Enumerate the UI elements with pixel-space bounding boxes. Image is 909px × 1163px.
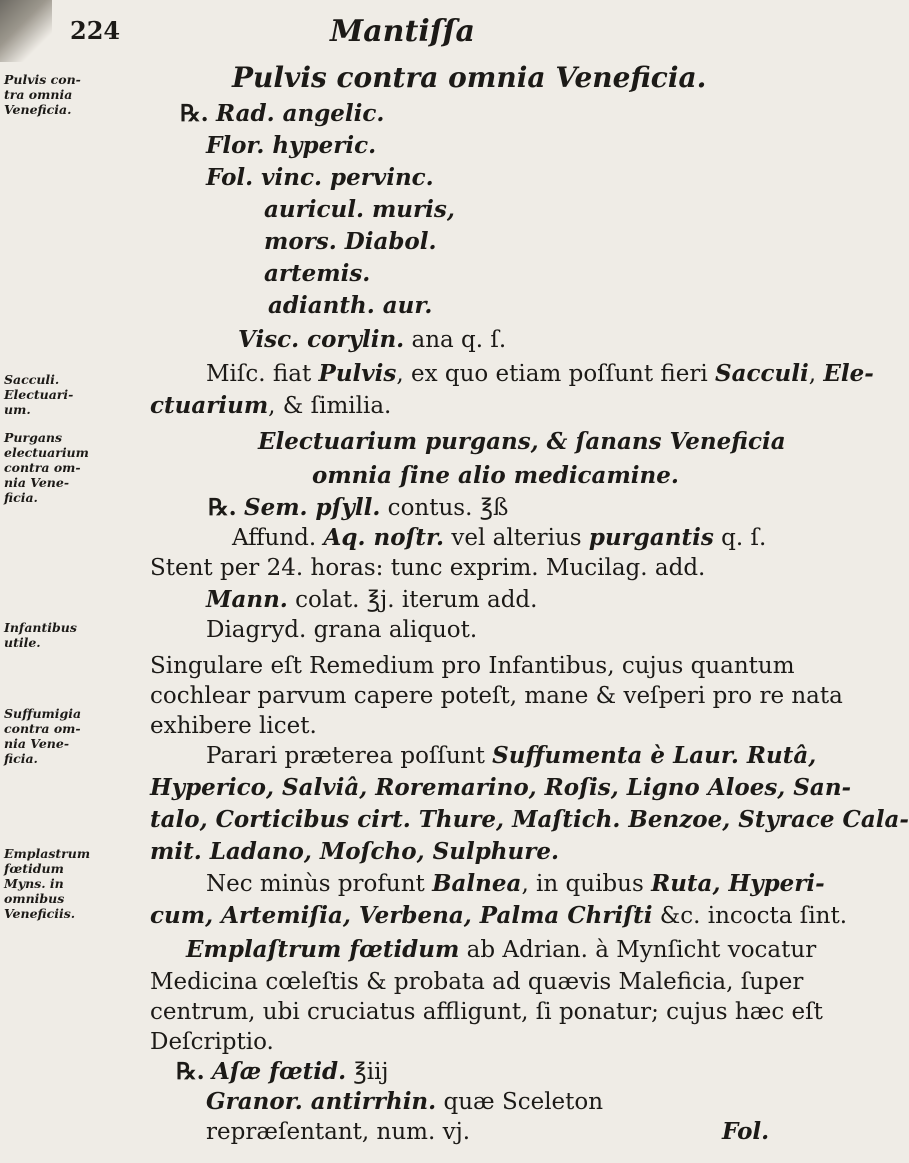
margin-note-emplastrum: Emplastrum fœtidum Myns. in omnibus Veneficiis. [4,846,91,921]
recipe-line: Granor. antirrhin. quæ Sceleton [206,1088,604,1115]
recipe-line: mors. Diabol. [264,228,437,255]
recipe-line: Stent per 24. horas: tunc exprim. Mucilag. add. [150,555,706,581]
section-heading: omnia ſine alio medicamine. [312,462,679,489]
paragraph-line: mit. Ladano, Moſcho, Sulphure. [150,838,559,865]
paragraph-line: Hyperico, Salviâ, Roremarino, Roſis, Ligno Aloes, San- [150,774,852,801]
margin-note-purgans: Purgans electuarium contra om- nia Vene- ficia. [4,430,89,505]
margin-note-sacculi: Sacculi. Electuari- um. [4,372,74,417]
paragraph-line: Singulare eſt Remedium pro Infantibus, cujus quantum [150,653,795,679]
section-heading: Electuarium purgans, & ſanans Veneficia [258,428,786,455]
recipe-line: adianth. aur. [268,292,433,319]
running-title: Mantiſſa [330,14,475,49]
margin-note-infantibus: Infantibus utile. [4,620,77,650]
catchword: Fol. [722,1118,770,1145]
recipe-line: Mann. colat. ℥j. iterum add. [206,586,538,613]
recipe-line: Visc. corylin. ana q. ſ. [238,326,507,353]
paragraph-line: cochlear parvum capere poteſt, mane & veſperi pro re nata [150,683,843,709]
paragraph-line: Nec minùs profunt Balnea, in quibus Ruta, Hyperi- [206,870,825,897]
recipe-line: ℞. Aſæ fœtid. ℥iij [176,1058,389,1085]
margin-note-suffumigia: Suffumigia contra om- nia Vene- ficia. [4,706,82,766]
recipe-line: Fol. vinc. pervinc. [206,164,434,191]
paragraph-line: Deſcriptio. [150,1029,274,1055]
paragraph-line: Medicina cœleſtis & probata ad quævis Maleficia, ſuper [150,969,804,995]
margin-note-pulvis: Pulvis con- tra omnia Veneficia. [4,72,81,117]
paragraph-line: ctuarium, & ſimilia. [150,392,392,419]
paragraph-line: Emplaſtrum fœtidum ab Adrian. à Mynſicht vocatur [186,936,817,963]
paragraph-line: talo, Corticibus cirt. Thure, Maſtich. Benzoe, Styrace Cala- [150,806,909,833]
running-head [0,6,800,49]
recipe-line: artemis. [264,260,371,287]
recipe-line: Flor. hyperic. [206,132,377,159]
recipe-line: Diagryd. grana aliquot. [206,617,478,643]
paragraph-line: cum, Artemiſia, Verbena, Palma Chriſti &c. incocta ſint. [150,902,848,929]
paragraph-line: exhibere licet. [150,713,317,739]
paragraph-line: centrum, ubi cruciatus affligunt, ſi ponatur; cujus hæc eſt [150,999,823,1025]
recipe-line: Affund. Aq. noſtr. vel alterius purgantis q. ſ. [232,524,767,551]
recipe-line: repræſentant, num. vj. [206,1119,471,1145]
rx-symbol: ℞. [180,100,209,127]
section-title: Pulvis contra omnia Veneficia. [232,61,707,94]
recipe-line: ℞. Rad. angelic. [180,100,385,127]
paragraph-line: Miſc. fiat Pulvis, ex quo etiam poſſunt fieri Sacculi, Ele- [206,360,874,387]
recipe-line: auricul. muris, [264,196,455,223]
page-number: 224 [70,16,121,45]
paragraph-line: Parari præterea poſſunt Suffumenta è Laur. Rutâ, [206,742,817,769]
recipe-line: ℞. Sem. pſyll. contus. ℥ß [208,494,509,521]
